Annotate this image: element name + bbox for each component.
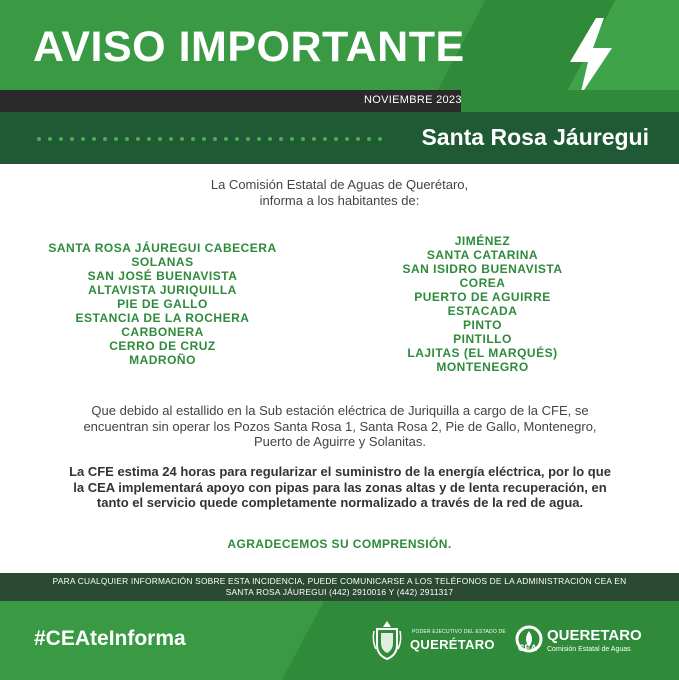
list-item: PINTILLO [453,332,512,346]
contact-line: PARA CUALQUIER INFORMACIÓN SOBRE ESTA INCIDENCIA, PUEDE COMUNICARSE A LOS TELÉFONOS DE LA ADMINISTRACIÓN CEA EN [52,576,627,586]
paragraph-line: Puerto de Aguirre y Solanitas. [254,434,426,449]
list-item: PINTO [463,318,502,332]
list-item: CERRO DE CRUZ [109,339,216,353]
footer-banner [0,601,679,680]
list-item: SANTA ROSA JÁUREGUI CABECERA [48,241,277,255]
government-logo [372,619,506,665]
state-crest-icon [372,619,402,661]
cea-logo-text: CEA [518,643,538,653]
location-title: Santa Rosa Jáuregui [421,124,649,150]
header-banner [0,0,679,90]
intro-line: informa a los habitantes de: [259,193,420,208]
list-item: LAJITAS (EL MARQUÉS) [407,346,558,360]
paragraph-line: Que debido al estallido en la Sub estación eléctrica de Juriquilla a cargo de la CFE, se [91,403,589,418]
list-item: ALTAVISTA JURIQUILLA [88,283,237,297]
list-item: ESTANCIA DE LA ROCHERA [75,311,250,325]
list-item: SANTA CATARINA [426,248,539,262]
dot-divider [37,137,382,141]
paragraph-line: tanto el servicio quede completamente normalizado a través de la red de agua. [96,495,584,510]
cea-logo [515,625,655,661]
list-item: SOLANAS [131,255,194,269]
contact-line: SANTA ROSA JÁUREGUI (442) 2910016 Y (442) 2911317 [225,587,454,597]
paragraph-line: La CFE estima 24 horas para regularizar el suministro de la energía eléctrica, por lo que [69,464,611,479]
localities-list-left [40,241,285,367]
cea-name: QUERETARO [547,627,642,644]
intro-text [0,177,679,209]
date-label: NOVIEMBRE 2023 [364,94,462,106]
list-item: MADROÑO [129,353,196,367]
list-item: MONTENEGRO [436,360,529,374]
list-item: COREA [459,276,506,290]
contact-info [0,573,679,601]
cea-drop-icon [515,625,545,653]
list-item: PUERTO DE AGUIRRE [414,290,551,304]
list-item: PIE DE GALLO [117,297,208,311]
page-title: AVISO IMPORTANTE [33,23,465,71]
list-item: SAN JOSÉ BUENAVISTA [87,269,238,283]
localities-list-right [370,234,595,374]
list-item: CARBONERA [121,325,204,339]
paragraph-line: la CEA implementará apoyo con pipas para las zonas altas y de lenta recuperación, en [73,479,607,495]
list-item: SAN ISIDRO BUENAVISTA [402,262,563,276]
gov-small-text: PODER EJECUTIVO DEL ESTADO DE [412,629,506,635]
date-band [0,90,679,112]
hashtag: #CEAteInforma [34,627,186,650]
list-item: JIMÉNEZ [454,234,511,248]
paragraph-line: encuentran sin operar los Pozos Santa Rosa 1, Santa Rosa 2, Pie de Gallo, Montenegro, [83,418,597,434]
location-band [0,112,679,164]
gov-state-name: QUERÉTARO [410,637,495,652]
lightning-bolt-icon [566,18,616,90]
cea-subtitle: Comisión Estatal de Aguas [547,646,631,653]
cfe-estimate-paragraph [50,464,630,511]
intro-line: La Comisión Estatal de Aguas de Querétaro, [210,177,469,192]
thanks-text: AGRADECEMOS SU COMPRENSIÓN. [227,537,452,551]
incident-paragraph [50,403,630,450]
list-item: ESTACADA [447,304,518,318]
date-band-accent [461,90,679,112]
